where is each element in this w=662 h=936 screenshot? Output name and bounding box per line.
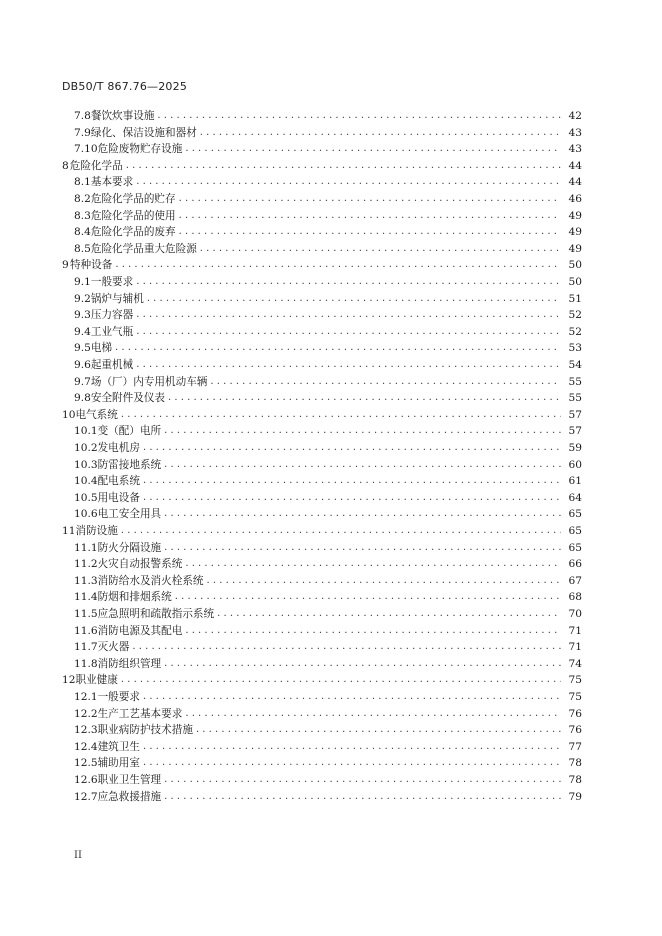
toc-section-entry[interactable]: [74, 357, 582, 373]
toc-entry-number: 12.2: [74, 707, 98, 720]
toc-entry-page: 68: [568, 591, 582, 604]
toc-leader-dots: [143, 473, 561, 489]
toc-entry-title: 职业病防护技术措施: [97, 724, 193, 737]
toc-entry-page: 75: [568, 674, 582, 687]
toc-leader-dots: [115, 340, 561, 356]
toc-leader-dots: [143, 755, 561, 771]
toc-entry-page: 77: [568, 740, 582, 753]
toc-section-entry[interactable]: [74, 141, 582, 157]
toc-section-entry[interactable]: [74, 108, 582, 124]
toc-section-entry[interactable]: [74, 324, 582, 340]
toc-leader-dots: [164, 772, 561, 788]
toc-entry-page: 46: [568, 193, 582, 205]
toc-entry-title: 消防组织管理: [97, 657, 162, 670]
toc-entry-title: 建筑卫生: [97, 740, 140, 753]
toc-entry-page: 50: [568, 259, 582, 272]
toc-section-entry[interactable]: [74, 457, 582, 473]
toc-section-entry[interactable]: [74, 423, 582, 439]
toc-entry-page: 49: [568, 209, 582, 222]
toc-entry-title: 消防电源及其配电: [97, 624, 183, 637]
toc-leader-dots: [121, 407, 561, 423]
toc-entry-page: 55: [568, 375, 582, 388]
toc-leader-dots: [143, 440, 561, 456]
toc-entry-page: 57: [568, 408, 582, 421]
toc-entry-number: 11.7: [74, 641, 98, 654]
toc-leader-dots: [179, 224, 561, 240]
toc-entry-title: 发电机房: [97, 442, 140, 454]
toc-section-entry[interactable]: [74, 706, 582, 722]
toc-entry-page: 78: [568, 774, 582, 786]
toc-entry-number: 8.2: [74, 193, 91, 205]
toc-entry-number: 10.2: [74, 442, 98, 454]
toc-section-entry[interactable]: [74, 291, 582, 307]
toc-section-entry[interactable]: [74, 241, 582, 257]
toc-section-entry[interactable]: [74, 656, 582, 672]
toc-entry-number: 11.1: [74, 541, 98, 554]
toc-section-entry[interactable]: [74, 689, 582, 705]
toc-entry-page: 71: [568, 641, 582, 654]
toc-leader-dots: [143, 739, 561, 755]
toc-entry-number: 12.5: [74, 757, 98, 770]
toc-entry-page: 43: [568, 143, 582, 156]
toc-entry-page: 49: [568, 242, 582, 255]
toc-leader-dots: [136, 324, 561, 340]
toc-entry-number: 12.4: [74, 740, 98, 753]
toc-leader-dots: [207, 573, 561, 589]
toc-section-entry[interactable]: [74, 722, 582, 738]
toc-chapter-entry[interactable]: [62, 407, 582, 423]
toc-entry-number: 11.5: [74, 608, 98, 620]
toc-section-entry[interactable]: [74, 573, 582, 589]
toc-entry-number: 11.8: [74, 657, 98, 670]
toc-entry-page: 42: [568, 110, 582, 122]
toc-entry-title: 绿化、保洁设施和器材: [90, 126, 197, 139]
toc-entry-title: 起重机械: [90, 359, 134, 371]
toc-entry-number: 10.4: [74, 475, 98, 488]
toc-leader-dots: [164, 457, 561, 473]
toc-leader-dots: [179, 208, 561, 224]
toc-entry-page: 44: [568, 176, 582, 189]
toc-leader-dots: [126, 158, 561, 174]
toc-entry-title: 一般要求: [97, 691, 140, 703]
toc-leader-dots: [185, 556, 561, 572]
toc-leader-dots: [164, 423, 561, 439]
page-number: II: [74, 850, 82, 861]
toc-section-entry[interactable]: [74, 639, 582, 655]
toc-section-entry[interactable]: [74, 589, 582, 605]
toc-leader-dots: [164, 789, 561, 805]
toc-leader-dots: [143, 689, 561, 705]
toc-entry-number: 7.8: [74, 110, 91, 122]
toc-leader-dots: [175, 589, 561, 605]
toc-entry-number: 9.2: [74, 292, 91, 305]
toc-leader-dots: [136, 307, 561, 323]
toc-section-entry[interactable]: [74, 755, 582, 771]
toc-entry-title: 压力容器: [90, 309, 134, 322]
toc-leader-dots: [164, 540, 561, 556]
toc-entry-title: 配电系统: [97, 475, 140, 488]
toc-entry-number: 12.1: [74, 691, 98, 703]
toc-entry-page: 44: [568, 159, 582, 172]
toc-leader-dots: [179, 191, 561, 207]
toc-entry-page: 65: [568, 541, 582, 554]
toc-entry-title: 应急救援措施: [97, 790, 162, 803]
toc-leader-dots: [147, 291, 561, 307]
toc-entry-title: 生产工艺基本要求: [97, 707, 183, 720]
toc-entry-title: 防火分隔设施: [97, 541, 162, 554]
toc-section-entry[interactable]: [74, 191, 582, 207]
toc-entry-number: 9: [62, 259, 69, 272]
toc-entry-number: 10: [62, 408, 76, 421]
toc-entry-number: 9.4: [74, 325, 91, 338]
toc-section-entry[interactable]: [74, 473, 582, 489]
toc-section-entry[interactable]: [74, 174, 582, 190]
toc-leader-dots: [157, 108, 561, 124]
toc-entry-number: 11: [62, 525, 76, 537]
toc-entry-title: 防雷接地系统: [97, 458, 162, 471]
toc-entry-title: 危险化学品重大危险源: [90, 242, 197, 255]
toc-section-entry[interactable]: [74, 224, 582, 240]
toc-leader-dots: [115, 257, 561, 273]
toc-leader-dots: [143, 490, 561, 506]
toc-entry-title: 应急照明和疏散指示系统: [97, 608, 215, 620]
toc-leader-dots: [196, 722, 561, 738]
toc-leader-dots: [121, 523, 561, 539]
toc-entry-number: 9.8: [74, 392, 91, 405]
toc-section-entry[interactable]: [74, 606, 582, 622]
toc-entry-number: 10.5: [74, 491, 98, 504]
document-code: DB50/T 867.76—2025: [62, 80, 188, 93]
toc-entry-title: 电梯: [90, 342, 113, 355]
toc-entry-page: 70: [568, 608, 582, 620]
toc-entry-number: 12.6: [74, 774, 98, 786]
toc-section-entry[interactable]: [74, 307, 582, 323]
toc-entry-title: 职业卫生管理: [97, 774, 162, 786]
toc-section-entry[interactable]: [74, 739, 582, 755]
toc-entry-title: 特种设备: [69, 259, 113, 272]
toc-leader-dots: [132, 639, 561, 655]
toc-section-entry[interactable]: [74, 772, 582, 788]
toc-entry-page: 78: [568, 757, 582, 770]
toc-entry-page: 51: [568, 292, 582, 305]
toc-entry-page: 52: [568, 309, 582, 322]
toc-section-entry[interactable]: [74, 789, 582, 805]
toc-entry-number: 12.7: [74, 790, 98, 803]
toc-section-entry[interactable]: [74, 490, 582, 506]
toc-entry-page: 43: [568, 126, 582, 139]
toc-entry-title: 餐饮炊事设施: [90, 110, 155, 122]
toc-leader-dots: [136, 274, 561, 290]
toc-chapter-entry[interactable]: [62, 523, 582, 539]
toc-entry-page: 52: [568, 325, 582, 338]
toc-entry-number: 9.6: [74, 359, 91, 371]
toc-entry-number: 7.9: [74, 126, 91, 139]
toc-entry-title: 基本要求: [90, 176, 134, 189]
toc-entry-title: 电工安全用具: [97, 508, 162, 521]
toc-entry-title: 安全附件及仪表: [90, 392, 166, 405]
toc-entry-number: 11.6: [74, 624, 98, 637]
toc-leader-dots: [185, 141, 561, 157]
toc-section-entry[interactable]: [74, 274, 582, 290]
toc-entry-page: 65: [568, 525, 582, 537]
toc-entry-title: 灭火器: [97, 641, 130, 654]
toc-entry-number: 9.1: [74, 276, 91, 288]
toc-entry-page: 57: [568, 425, 582, 438]
toc-leader-dots: [217, 606, 561, 622]
toc-entry-title: 危险化学品的废弃: [90, 226, 176, 239]
toc-entry-page: 65: [568, 508, 582, 521]
toc-entry-title: 火灾自动报警系统: [97, 558, 183, 571]
toc-leader-dots: [164, 506, 561, 522]
toc-leader-dots: [136, 357, 561, 373]
toc-entry-page: 60: [568, 458, 582, 471]
toc-entry-title: 职业健康: [75, 674, 118, 687]
toc-entry-title: 锅炉与辅机: [90, 292, 144, 305]
toc-leader-dots: [210, 374, 561, 390]
toc-entry-page: 74: [568, 657, 582, 670]
toc-entry-number: 8.4: [74, 226, 91, 239]
toc-entry-number: 11.4: [74, 591, 98, 604]
toc-leader-dots: [185, 706, 561, 722]
toc-entry-page: 79: [568, 790, 582, 803]
toc-entry-number: 9.7: [74, 375, 91, 388]
toc-entry-page: 54: [568, 359, 582, 371]
toc-entry-number: 9.3: [74, 309, 91, 322]
toc-entry-title: 消防设施: [75, 525, 118, 537]
toc-section-entry[interactable]: [74, 340, 582, 356]
toc-entry-title: 用电设备: [97, 491, 140, 504]
toc-entry-title: 危险废物贮存设施: [97, 143, 183, 156]
toc-entry-number: 8.1: [74, 176, 91, 189]
toc-entry-number: 10.3: [74, 458, 98, 471]
toc-leader-dots: [164, 656, 561, 672]
toc-entry-title: 一般要求: [90, 276, 134, 288]
toc-entry-title: 防烟和排烟系统: [97, 591, 172, 604]
toc-chapter-entry[interactable]: [62, 257, 582, 273]
toc-section-entry[interactable]: [74, 374, 582, 390]
toc-entry-page: 53: [568, 342, 582, 355]
toc-entry-page: 64: [568, 491, 582, 504]
toc-entry-number: 8.5: [74, 242, 91, 255]
toc-leader-dots: [136, 174, 561, 190]
toc-entry-title: 工业气瓶: [90, 325, 134, 338]
toc-entry-page: 76: [568, 724, 582, 737]
toc-entry-title: 危险化学品的使用: [90, 209, 176, 222]
toc-chapter-entry[interactable]: [62, 672, 582, 688]
toc-leader-dots: [121, 672, 561, 688]
toc-entry-number: 9.5: [74, 342, 91, 355]
toc-entry-number: 8: [62, 159, 69, 172]
toc-section-entry[interactable]: [74, 208, 582, 224]
toc-leader-dots: [168, 390, 561, 406]
toc-entry-number: 10.1: [74, 425, 98, 438]
toc-section-entry[interactable]: [74, 125, 582, 141]
toc-entry-title: 场（厂）内专用机动车辆: [90, 375, 208, 388]
toc-entry-title: 危险化学品的贮存: [90, 193, 176, 205]
toc-entry-title: 电气系统: [75, 408, 118, 421]
toc-entry-page: 66: [568, 558, 582, 571]
toc-entry-title: 危险化学品: [69, 159, 123, 172]
toc-entry-page: 61: [568, 475, 582, 488]
toc-section-entry[interactable]: [74, 556, 582, 572]
toc-entry-page: 55: [568, 392, 582, 405]
toc-section-entry[interactable]: [74, 440, 582, 456]
toc-leader-dots: [200, 241, 561, 257]
toc-entry-page: 76: [568, 707, 582, 720]
toc-entry-number: 12: [62, 674, 76, 687]
toc-entry-number: 8.3: [74, 209, 91, 222]
toc-entry-number: 11.3: [74, 574, 98, 587]
toc-entry-page: 71: [568, 624, 582, 637]
toc-section-entry[interactable]: [74, 390, 582, 406]
toc-leader-dots: [185, 623, 561, 639]
toc-entry-number: 10.6: [74, 508, 98, 521]
toc-entry-title: 辅助用室: [97, 757, 140, 770]
toc-entry-page: 50: [568, 276, 582, 288]
toc-chapter-entry[interactable]: [62, 158, 582, 174]
toc-section-entry[interactable]: [74, 506, 582, 522]
toc-entry-page: 67: [568, 574, 582, 587]
toc-entry-page: 59: [568, 442, 582, 454]
toc-entry-title: 变（配）电所: [97, 425, 162, 438]
toc-leader-dots: [200, 125, 561, 141]
toc-entry-number: 7.10: [74, 143, 98, 156]
toc-entry-number: 11.2: [74, 558, 98, 571]
toc-entry-page: 49: [568, 226, 582, 239]
toc-entry-page: 75: [568, 691, 582, 703]
toc-section-entry[interactable]: [74, 623, 582, 639]
toc-entry-title: 消防给水及消火栓系统: [97, 574, 204, 587]
toc-entry-number: 12.3: [74, 724, 98, 737]
toc-section-entry[interactable]: [74, 540, 582, 556]
